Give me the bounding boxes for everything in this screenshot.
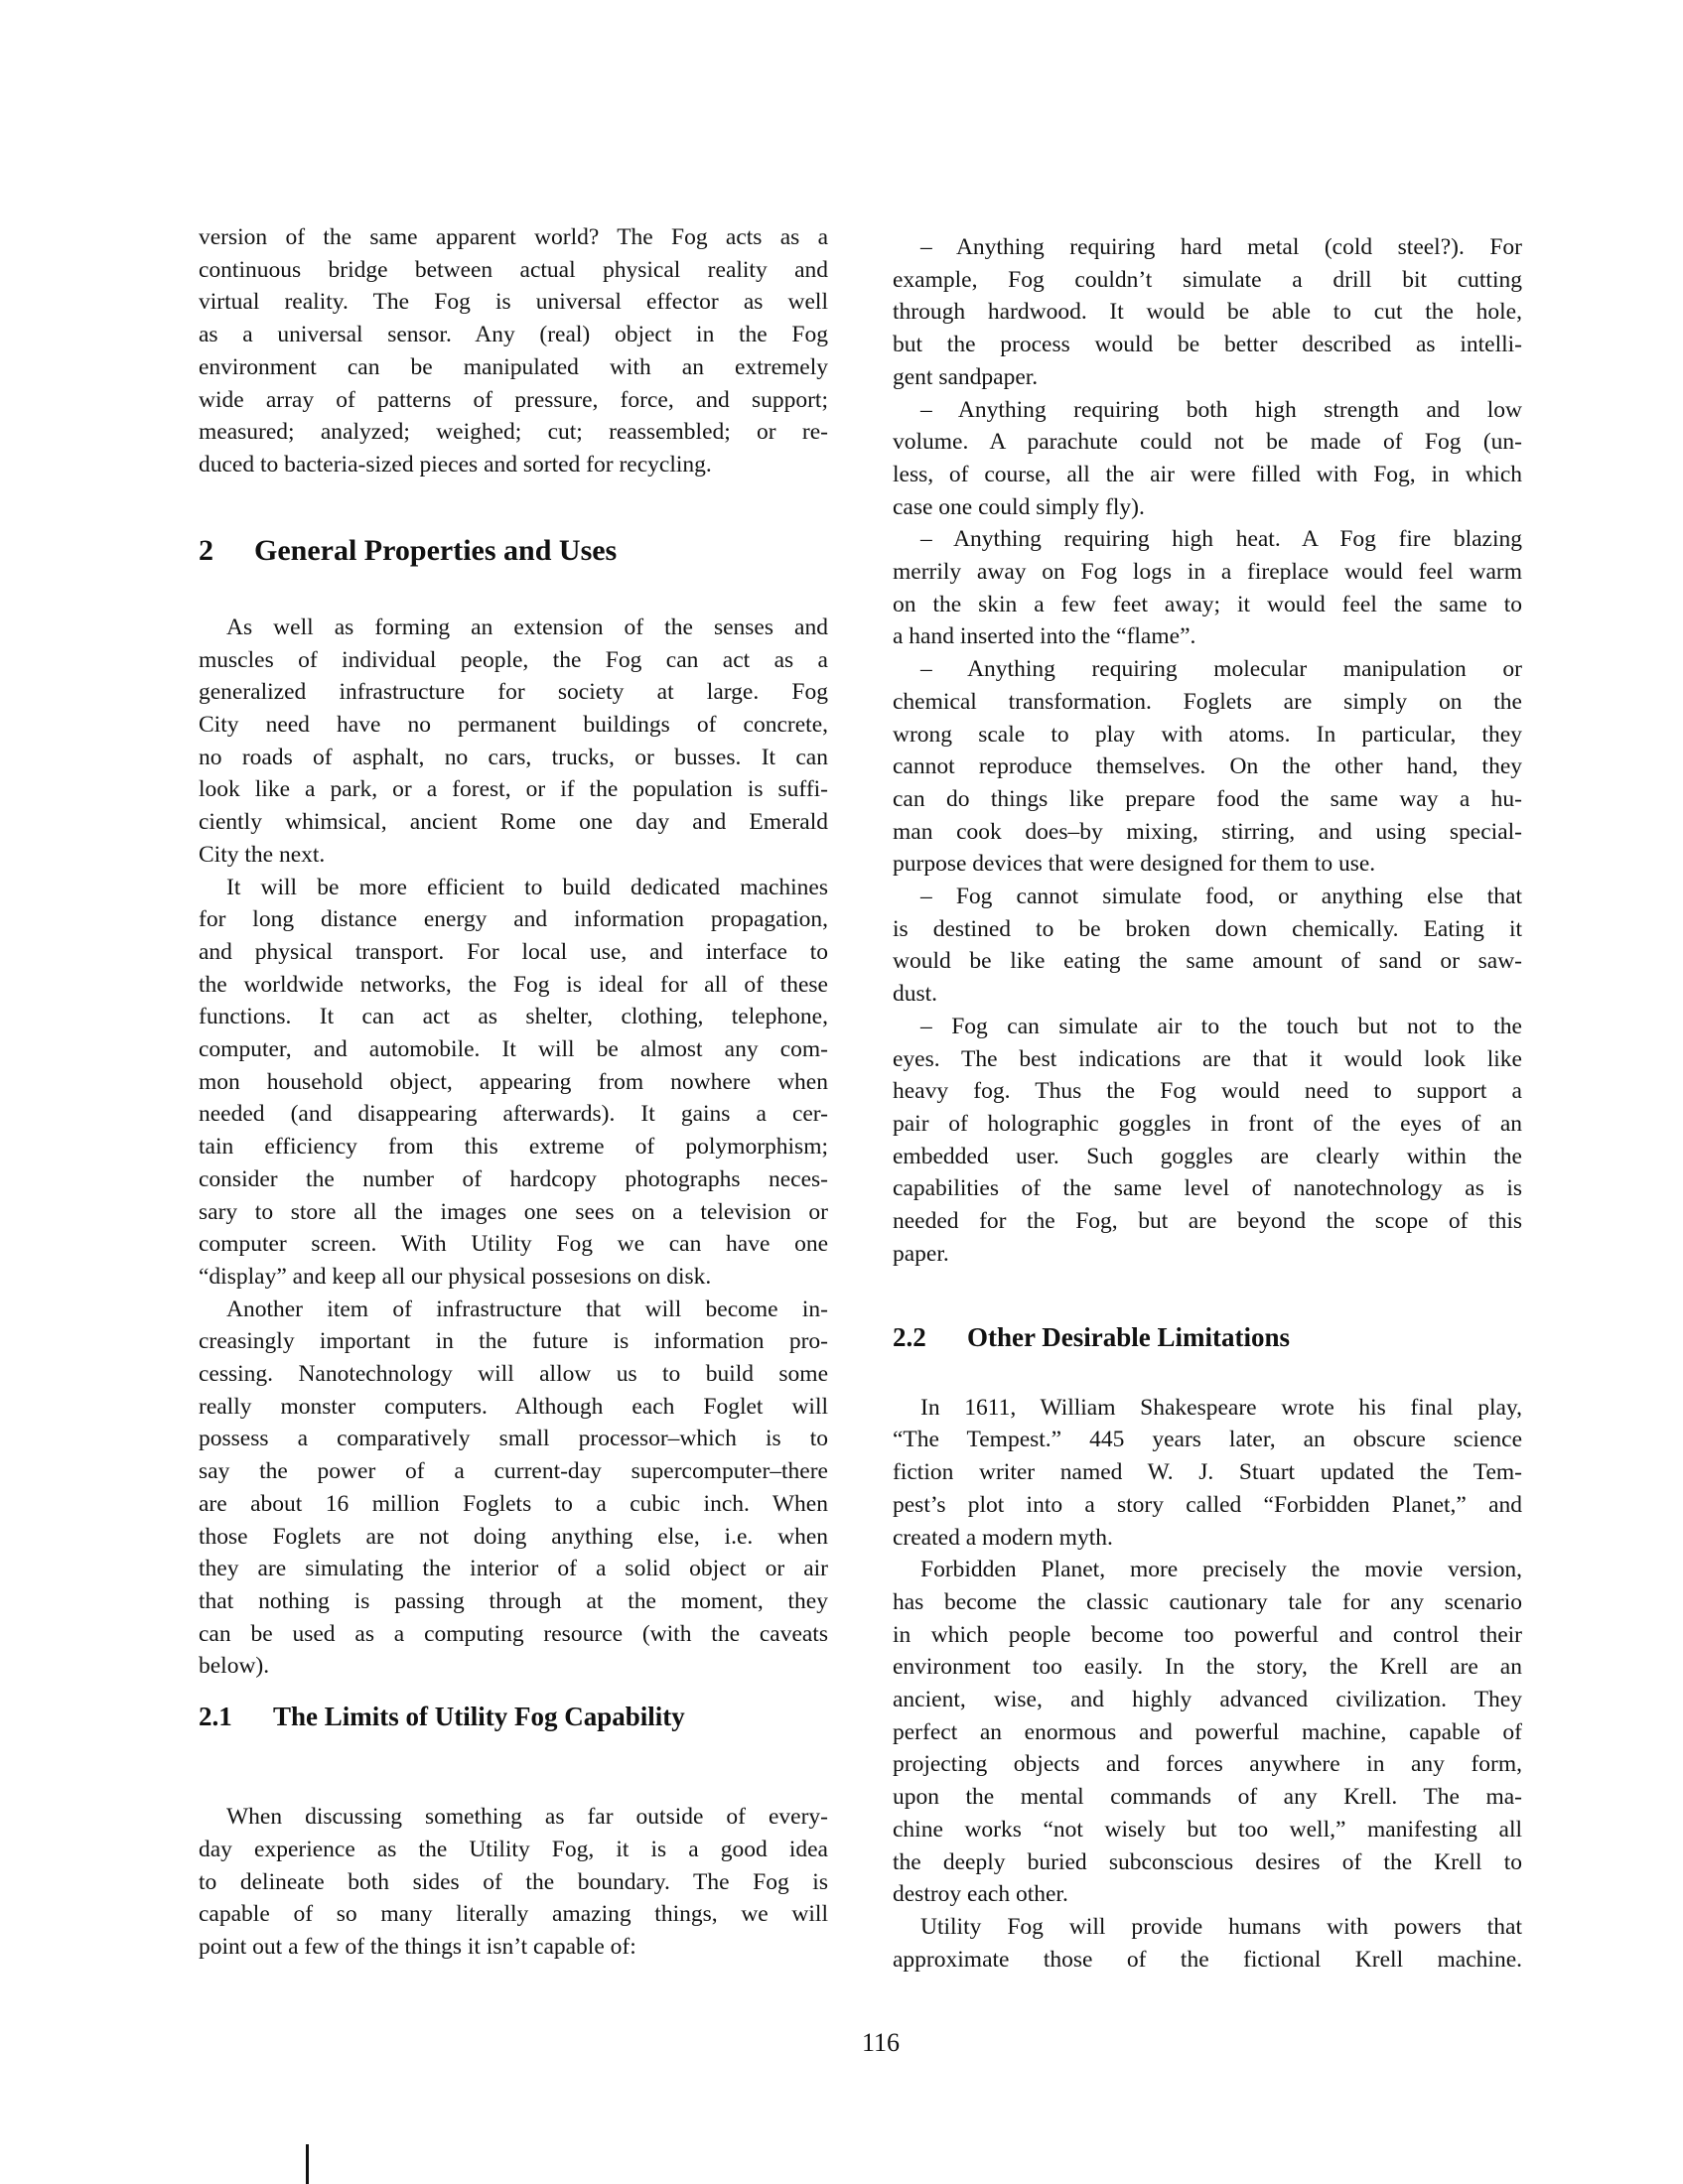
text-line: the worldwide networks, the Fog is ideal for all of these [199,971,828,998]
text-line: has become the classic cautionary tale for any scenario [893,1588,1522,1615]
text-line: perfect an enormous and powerful machine, capable of [893,1718,1522,1745]
text-line: Utility Fog will provide humans with powers that [920,1913,1522,1940]
text-line: volume. A parachute could not be made of Fog (un- [893,429,1522,456]
text-line: they are simulating the interior of a solid object or air [199,1556,828,1582]
heading-number: 2.1 [199,1702,232,1732]
text-line: cessing. Nanotechnology will allow us to build some [199,1361,828,1387]
text-line: on the skin a few feet away; it would feel the same to [893,591,1522,617]
text-line: chemical transformation. Foglets are simply on the [893,688,1522,715]
text-line: in which people become too powerful and control their [893,1621,1522,1648]
text-line: as a universal sensor. Any (real) object in the Fog [199,322,828,348]
text-line: pair of holographic goggles in front of the eyes of an [893,1110,1522,1137]
text-line: consider the number of hardcopy photographs neces- [199,1165,828,1192]
text-line: approximate those of the fictional Krell machine. [893,1946,1522,1973]
text-line: cannot reproduce themselves. On the other hand, they [893,753,1522,780]
text-line: wrong scale to play with atoms. In particular, they [893,721,1522,748]
text-line: City need have no permanent buildings of concrete, [199,712,828,738]
text-line: heavy fog. Thus the Fog would need to support a [893,1078,1522,1105]
text-line: tain efficiency from this extreme of polymorphism; [199,1134,828,1160]
text-line: chine works “not wisely but too well,” manifesting all [893,1816,1522,1843]
heading-number: 2 [199,533,213,567]
page-number: 116 [861,2028,901,2057]
text-line: paper. [893,1240,949,1267]
text-line: really monster computers. Although each Foglet will [199,1393,828,1420]
text-line: – Anything requiring both high strength and low [920,396,1522,423]
text-line: destroy each other. [893,1881,1068,1908]
text-line: point out a few of the things it isn’t capable of: [199,1934,636,1961]
text-line: – Anything requiring molecular manipulation or [920,656,1522,683]
subsection-heading [893,1322,1290,1353]
text-line: less, of course, all the air were filled with Fog, in which [893,461,1522,487]
text-line: the deeply buried subconscious desires of the Krell to [893,1848,1522,1875]
section-heading [199,534,617,568]
text-line: a hand inserted into the “flame”. [893,623,1196,650]
text-line: In 1611, William Shakespeare wrote his final play, [920,1394,1522,1421]
text-line: gent sandpaper. [893,363,1039,390]
text-line: merrily away on Fog logs in a fireplace would feel warm [893,559,1522,585]
text-line: to delineate both sides of the boundary. The Fog is [199,1868,828,1895]
text-line: ancient, wise, and highly advanced civilization. They [893,1687,1522,1712]
text-line: but the process would be better described as intelli- [893,332,1522,358]
text-line: through hardwood. It would be able to cut the hole, [893,299,1522,326]
text-line: sary to store all the images one sees on a television or [199,1198,828,1225]
text-line: – Fog cannot simulate food, or anything else that [920,884,1522,909]
text-line: “display” and keep all our physical possesions on disk. [199,1263,712,1290]
text-line: below). [199,1653,270,1680]
text-line: generalized infrastructure for society at large. Fog [199,679,828,706]
heading-title: General Properties and Uses [254,533,618,567]
text-line: would be like eating the same amount of sand or saw- [893,948,1522,975]
text-line: wide array of patterns of pressure, force, and support; [199,386,828,413]
text-line: are about 16 million Foglets to a cubic inch. When [199,1490,828,1517]
text-line: no roads of asphalt, no cars, trucks, or busses. It can [199,744,828,770]
text-line: mon household object, appearing from nowhere when [199,1068,828,1095]
text-line: City the next. [199,841,326,868]
text-line: As well as forming an extension of the senses and [226,614,828,640]
text-line: environment can be manipulated with an extremely [199,353,828,380]
text-line: is destined to be broken down chemically. Eating it [893,915,1522,942]
text-line: example, Fog couldn’t simulate a drill bit cutting [893,266,1522,293]
text-line: – Anything requiring high heat. A Fog fire blazing [920,526,1522,553]
text-line: projecting objects and forces anywhere in any form, [893,1751,1522,1778]
text-line: can do things like prepare food the same way a hu- [893,785,1522,812]
text-line: computer, and automobile. It will be almost any com- [199,1036,828,1062]
text-line: environment too easily. In the story, the Krell are an [893,1654,1522,1681]
text-line: Forbidden Planet, more precisely the movie version, [920,1557,1522,1583]
text-line: version of the same apparent world? The Fog acts as a [199,224,828,250]
text-line: fiction writer named W. J. Stuart updated the Tem- [893,1459,1522,1486]
text-line: capable of so many literally amazing things, we will [199,1901,828,1928]
text-line: functions. It can act as shelter, clothing, telephone, [199,1004,828,1030]
text-line: needed for the Fog, but are beyond the scope of this [893,1208,1522,1234]
text-line: and physical transport. For local use, and interface to [199,938,828,965]
text-line: say the power of a current-day supercomputer–there [199,1458,828,1485]
text-line: embedded user. Such goggles are clearly within the [893,1143,1522,1169]
text-line: upon the mental commands of any Krell. The ma- [893,1784,1522,1811]
text-line: created a modern myth. [893,1524,1113,1551]
text-line: measured; analyzed; weighed; cut; reassembled; or re- [199,419,828,446]
text-line: duced to bacteria-sized pieces and sorted for recycling. [199,451,712,478]
heading-title: Other Desirable Limitations [967,1321,1290,1352]
text-line: When discussing something as far outside of every- [226,1804,828,1831]
text-line: “The Tempest.” 445 years later, an obscure science [893,1427,1522,1453]
text-line: needed (and disappearing afterwards). It gains a cer- [199,1101,828,1128]
text-line: possess a comparatively small processor–which is to [199,1426,828,1452]
text-line: It will be more efficient to build dedicated machines [226,874,828,900]
text-line: computer screen. With Utility Fog we can have one [199,1231,828,1258]
text-line: that nothing is passing through at the moment, they [199,1587,828,1614]
text-line: eyes. The best indications are that it would look like [893,1045,1522,1072]
text-line: case one could simply fly). [893,493,1145,520]
heading-number: 2.2 [893,1321,926,1352]
scan-edge-mark [306,2144,309,2184]
text-line: for long distance energy and information propagation, [199,906,828,933]
text-line: dust. [893,981,938,1008]
text-line: – Anything requiring hard metal (cold steel?). For [920,234,1522,260]
subsection-heading [199,1702,685,1732]
text-line: can be used as a computing resource (with the caveats [199,1620,828,1647]
text-line: muscles of individual people, the Fog can act as a [199,646,828,673]
text-line: pest’s plot into a story called “Forbidden Planet,” and [893,1491,1522,1518]
text-line: – Fog can simulate air to the touch but not to the [920,1013,1522,1039]
text-line: look like a park, or a forest, or if the population is suffi- [199,776,828,803]
heading-title: The Limits of Utility Fog Capability [273,1702,685,1732]
text-line: creasingly important in the future is information pro- [199,1328,828,1355]
text-line: virtual reality. The Fog is universal effector as well [199,289,828,316]
text-line: those Foglets are not doing anything else, i.e. when [199,1523,828,1550]
text-line: day experience as the Utility Fog, it is a good idea [199,1837,828,1862]
text-line: ciently whimsical, ancient Rome one day and Emerald [199,809,828,836]
text-line: purpose devices that were designed for them to use. [893,851,1376,878]
text-line: Another item of infrastructure that will become in- [226,1296,828,1322]
text-line: capabilities of the same level of nanotechnology as is [893,1175,1522,1202]
text-line: man cook does–by mixing, stirring, and using special- [893,818,1522,845]
text-line: continuous bridge between actual physical reality and [199,256,828,283]
